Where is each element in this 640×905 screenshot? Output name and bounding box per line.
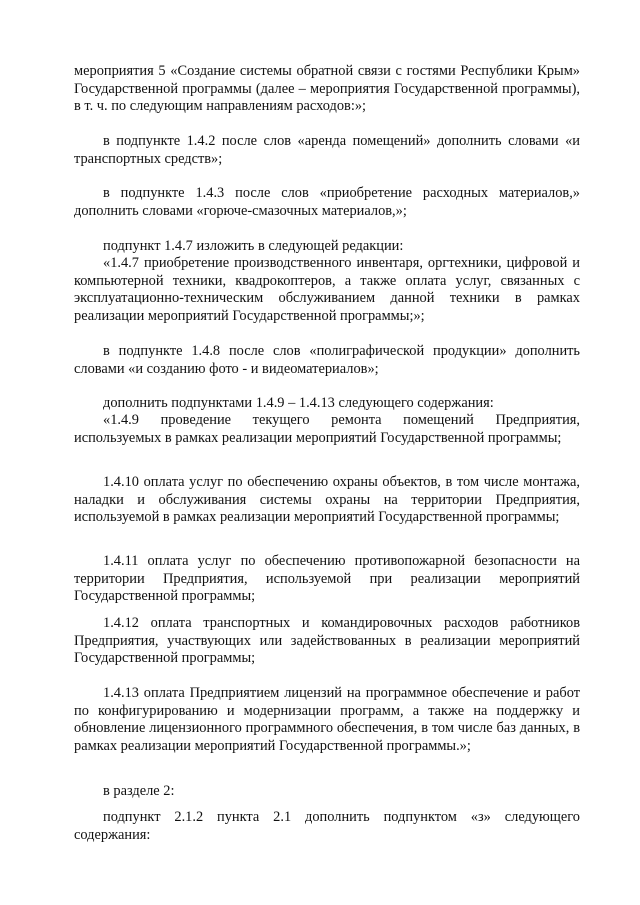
paragraph-add-subpoints-intro: дополнить подпунктами 1.4.9 – 1.4.13 следующего содержания: — [103, 395, 494, 411]
paragraph-subpoint-1-4-7-intro: подпункт 1.4.7 изложить в следующей редакции: — [103, 238, 404, 254]
paragraph-subpoint-1-4-2: в подпункте 1.4.2 после слов «аренда помещений» дополнить словами «и транспортных средств»; — [74, 133, 580, 167]
paragraph-subpoint-1-4-7-text: «1.4.7 приобретение производственного инвентаря, оргтехники, цифровой и компьютерной техники, квадрокоптеров, а также оплата услуг, связанных с эксплуатационно-техническим обслуживанием данной техники в рамках реализации мероприятий Государственной программы;»; — [74, 255, 580, 324]
paragraph-subpoint-1-4-10: 1.4.10 оплата услуг по обеспечению охраны объектов, в том числе монтажа, наладки и обслуживания системы охраны на территории Предприятия, используемой в рамках реализации мероприятий Государственной программы; — [74, 474, 580, 525]
paragraph-subpoint-1-4-3: в подпункте 1.4.3 после слов «приобретение расходных материалов,» дополнить словами «горюче-смазочных материалов,»; — [74, 185, 580, 219]
paragraph-subpoint-1-4-9: «1.4.9 проведение текущего ремонта помещений Предприятия, используемых в рамках реализации мероприятий Государственной программы; — [74, 412, 580, 446]
paragraph-measure-5: мероприятия 5 «Создание системы обратной связи с гостями Республики Крым» Государственной программы (далее – мероприятия Государственной программы), в т. ч. по следующим направлениям расходов:»; — [74, 63, 580, 114]
paragraph-section-2: в разделе 2: — [103, 783, 175, 799]
paragraph-subpoint-1-4-13: 1.4.13 оплата Предприятием лицензий на программное обеспечение и работ по конфигурированию и модернизации программ, а также на поддержку и обновление лицензионного программного обеспечения, в том числе баз данных, в рамках реализации мероприятий Государственной программы.»; — [74, 685, 580, 754]
paragraph-subpoint-1-4-12: 1.4.12 оплата транспортных и командировочных расходов работников Предприятия, участвующих или задействованных в реализации мероприятий Государственной программы; — [74, 615, 580, 666]
paragraph-subpoint-2-1-2: подпункт 2.1.2 пункта 2.1 дополнить подпунктом «з» следующего содержания: — [74, 809, 580, 843]
paragraph-subpoint-1-4-8: в подпункте 1.4.8 после слов «полиграфической продукции» дополнить словами «и созданию фото - и видеоматериалов»; — [74, 343, 580, 377]
paragraph-subpoint-1-4-11: 1.4.11 оплата услуг по обеспечению противопожарной безопасности на территории Предприятия, используемой при реализации мероприятий Государственной программы; — [74, 553, 580, 604]
